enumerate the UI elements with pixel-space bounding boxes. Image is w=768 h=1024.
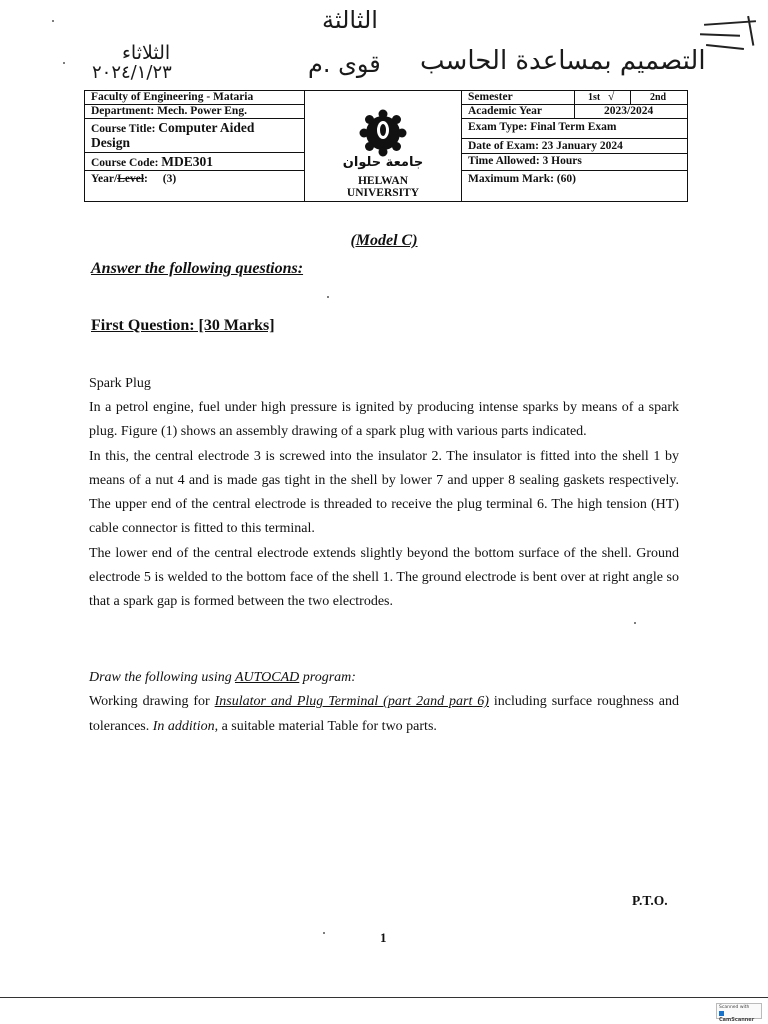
exam-type-text: Exam Type: Final Term Exam [468,121,617,133]
course-info-column [85,91,305,201]
university-logo-column [305,91,462,201]
paragraph: In a petrol engine, fuel under high pressure is ignited by producing intense sparks by means of a spark plug. Figure (1) shows an assembly drawing of a spark plug with various parts indicated. [89,400,679,440]
level-label-struck: Level [117,173,145,185]
drawing-instruction [89,666,679,690]
course-title-label: Course Title: [91,123,156,135]
academic-year-cell [462,105,688,119]
drawing-instruction-suffix: program: [299,670,356,685]
requirement-middle: including surface roughness and tolerances. [89,694,679,734]
semester-first: 1st [588,92,601,103]
time-allowed-text: Time Allowed: 3 Hours [468,155,582,167]
topic-text: Spark Plug [89,376,151,391]
semester-label: Semester [468,91,513,103]
handwritten-day: الثلاثاء [122,42,171,64]
drawing-instruction-prefix: Draw the following using [89,670,235,685]
exam-header-table [84,90,688,202]
camscanner-logo-icon [719,1011,724,1016]
department-cell [85,105,304,119]
required-parts: Insulator and Plug Terminal (part 2and part 6) [214,694,489,710]
exam-model: (Model C) [350,232,418,249]
requirement-prefix: Working drawing for [89,694,215,710]
exam-date-cell [462,139,688,154]
course-title-cell [85,119,304,153]
academic-year-value: 2023/2024 [604,105,654,117]
divider [630,91,631,105]
year-label: Year/ [91,173,118,185]
year-value: (3) [162,173,177,185]
academic-year-label: Academic Year [468,105,542,117]
scan-speck [52,20,54,22]
please-turn-over: P.T.O. [632,893,668,908]
university-arabic-name: جامعة حلوان [342,155,424,170]
divider [574,105,575,119]
first-question-heading: First Question: [30 Marks] [91,317,275,334]
divider [574,91,575,105]
pen-stroke [700,33,740,36]
drawing-requirement [89,690,679,739]
topic-title [89,372,679,396]
requirement-end: , a suitable material Table for two parts. [214,718,437,734]
course-code-label: Course Code: [91,157,159,169]
scanner-line1: Scanned with [719,1005,750,1010]
faculty-text: Faculty of Engineering - Mataria [91,91,254,103]
handwritten-date: ٢٠٢٤/١/٢٣ [92,62,172,83]
semester-cell [462,91,688,105]
bottom-rule [0,997,768,998]
scan-speck [63,62,65,64]
paragraph: In this, the central electrode 3 is screwed into the insulator 2. The insulator is fitted into the shell 1 by means of a nut 4 and is made gas tight in the shell by lower 7 and upper 8 sealing gaskets respectively. The upper end of the central electrode is threaded to receive the plug terminal 6. The high tension (HT) cable connector is fitted to this terminal. [89,448,679,537]
time-allowed-cell [462,154,688,171]
university-name [305,175,461,199]
handwritten-department: قوى .م [308,50,381,78]
requirement-addition: In addition [152,718,215,734]
faculty-cell [85,91,304,105]
scan-speck [323,932,325,934]
program-name: AUTOCAD [234,670,300,685]
year-cell [85,171,304,201]
exam-date-text: Date of Exam: 23 January 2024 [468,140,623,152]
course-title-value-line2: Design [91,135,131,150]
question-body [89,396,679,615]
scan-speck [327,296,329,298]
course-code-value: MDE301 [161,154,214,169]
max-mark-text: Maximum Mark: (60) [468,173,576,185]
course-title-value: Computer Aided [158,120,255,135]
paragraph: The lower end of the central electrode extends slightly beyond the bottom surface of the shell. Ground electrode 5 is welded to the bottom face of the shell 1. The ground electrode is bent over at right angle so that a spark gap is formed between the two electrodes. [89,545,679,610]
course-code-cell [85,153,304,171]
scanner-brand: CamScanner [719,1017,755,1023]
instruction-heading: Answer the following questions: [91,260,304,277]
handwritten-level-note: الثالثة [322,6,378,34]
university-name-line2: UNIVERSITY [346,187,420,199]
drawing-task [89,666,679,739]
semester-second: 2nd [650,92,667,103]
pen-stroke [706,44,744,50]
exam-type-cell [462,119,688,139]
max-mark-cell [462,171,688,201]
scan-speck [634,622,636,624]
camscanner-watermark [716,1003,762,1023]
department-text: Department: Mech. Power Eng. [91,105,247,117]
handwritten-course-title: التصميم بمساعدة الحاسب [420,46,706,76]
page-number: 1 [380,930,387,945]
university-name-line1: HELWAN [357,175,409,187]
semester-check-mark: √ [608,91,615,103]
exam-info-column [462,91,688,201]
year-label-colon: : [144,173,148,185]
scanner-line2 [719,1011,759,1023]
